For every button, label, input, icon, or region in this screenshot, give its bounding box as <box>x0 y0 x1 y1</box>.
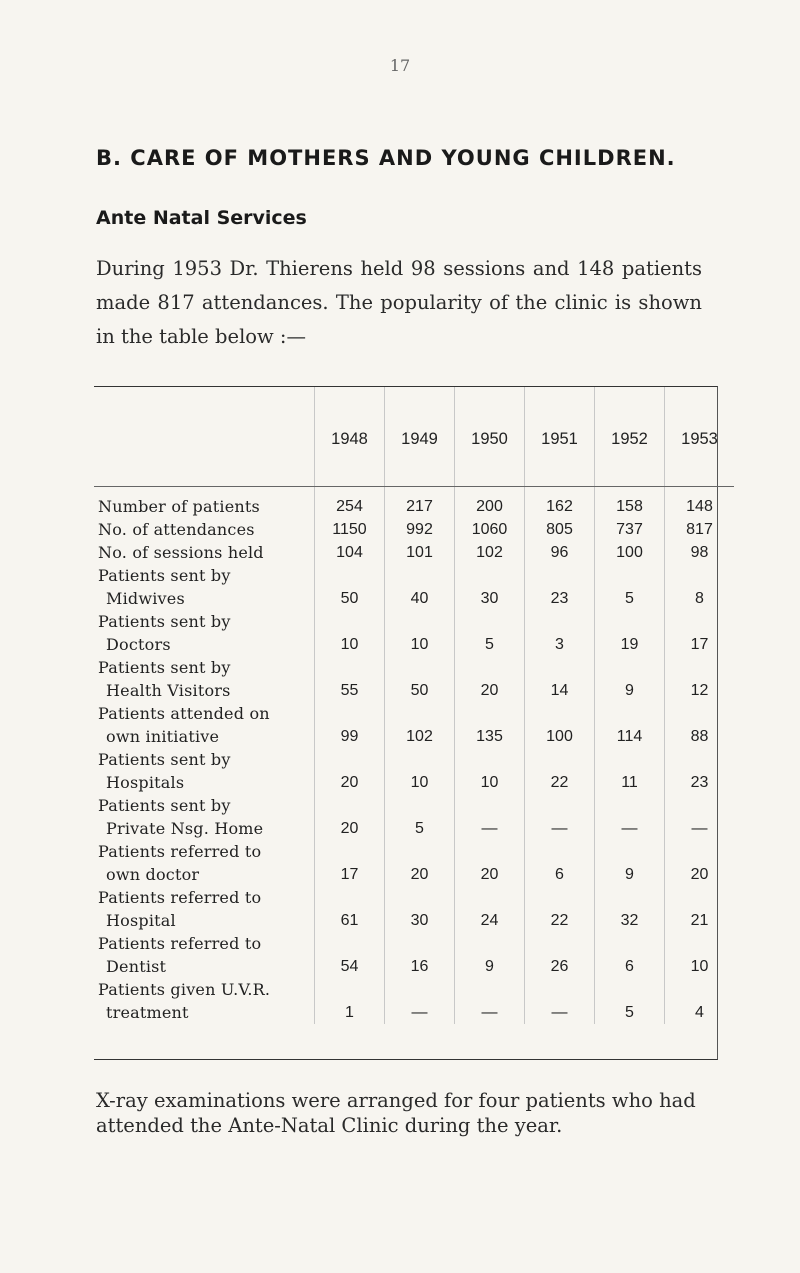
cell-1950 <box>455 794 525 817</box>
table-row <box>94 610 734 633</box>
cell-1953: 98 <box>665 541 735 564</box>
section-heading: B. CARE OF MOTHERS AND YOUNG CHILDREN. <box>96 146 676 170</box>
cell-1950 <box>455 748 525 771</box>
table-row <box>94 656 734 679</box>
cell-1949: 217 <box>385 487 455 519</box>
cell-1950: 135 <box>455 725 525 748</box>
cell-1951 <box>525 978 595 1001</box>
footer-paragraph: X-ray examinations were arranged for four patients who had attended the Ante-Natal Clinic during the year. <box>96 1089 696 1137</box>
cell-1952 <box>595 702 665 725</box>
row-label: Patients sent by <box>98 612 231 631</box>
cell-1949 <box>385 748 455 771</box>
cell-1950: — <box>455 1001 525 1024</box>
cell-1948: 104 <box>315 541 385 564</box>
cell-1952 <box>595 886 665 909</box>
cell-1949: 40 <box>385 587 455 610</box>
cell-1950: 30 <box>455 587 525 610</box>
cell-1952: 9 <box>595 863 665 886</box>
cell-1948 <box>315 564 385 587</box>
cell-1949: 102 <box>385 725 455 748</box>
cell-1951 <box>525 886 595 909</box>
ante-natal-statistics-table <box>94 387 734 1024</box>
cell-1948: 99 <box>315 725 385 748</box>
cell-1950 <box>455 932 525 955</box>
table-row <box>94 487 734 519</box>
table-row <box>94 932 734 955</box>
cell-1950: 20 <box>455 679 525 702</box>
cell-1948: 1150 <box>315 518 385 541</box>
cell-1951 <box>525 932 595 955</box>
cell-1952: 5 <box>595 587 665 610</box>
cell-1953: 17 <box>665 633 735 656</box>
cell-1948 <box>315 748 385 771</box>
cell-1951: 162 <box>525 487 595 519</box>
cell-1948: 254 <box>315 487 385 519</box>
cell-1949 <box>385 702 455 725</box>
cell-1952 <box>595 564 665 587</box>
cell-1952 <box>595 794 665 817</box>
cell-1948 <box>315 840 385 863</box>
cell-1948: 54 <box>315 955 385 978</box>
table-row <box>94 725 734 748</box>
cell-1949: 992 <box>385 518 455 541</box>
cell-1948 <box>315 978 385 1001</box>
cell-1949: 5 <box>385 817 455 840</box>
cell-1949 <box>385 932 455 955</box>
table-row <box>94 955 734 978</box>
row-label: No. of sessions held <box>98 543 264 562</box>
cell-1952 <box>595 932 665 955</box>
cell-1953: 817 <box>665 518 735 541</box>
row-label: Patients referred to <box>98 934 262 953</box>
cell-1952 <box>595 840 665 863</box>
cell-1948: 17 <box>315 863 385 886</box>
cell-1953 <box>665 656 735 679</box>
cell-1950: 10 <box>455 771 525 794</box>
table-row <box>94 679 734 702</box>
cell-1951 <box>525 840 595 863</box>
row-label: Health Visitors <box>106 681 231 700</box>
cell-1948 <box>315 656 385 679</box>
cell-1949 <box>385 794 455 817</box>
table-row <box>94 702 734 725</box>
table-row <box>94 840 734 863</box>
cell-1952: 114 <box>595 725 665 748</box>
row-label: Number of patients <box>98 497 260 516</box>
page-number: 17 <box>389 56 411 75</box>
table-row <box>94 564 734 587</box>
cell-1953: 148 <box>665 487 735 519</box>
cell-1948 <box>315 610 385 633</box>
cell-1953 <box>665 840 735 863</box>
cell-1952: 19 <box>595 633 665 656</box>
cell-1953 <box>665 794 735 817</box>
cell-1953 <box>665 978 735 1001</box>
row-label: Patients sent by <box>98 796 231 815</box>
table-row <box>94 909 734 932</box>
cell-1951 <box>525 794 595 817</box>
cell-1951 <box>525 656 595 679</box>
year-header-1951: 1951 <box>525 387 595 487</box>
table-row <box>94 1001 734 1024</box>
cell-1952: 158 <box>595 487 665 519</box>
cell-1950: 200 <box>455 487 525 519</box>
year-header-1950: 1950 <box>455 387 525 487</box>
cell-1949: 101 <box>385 541 455 564</box>
cell-1953 <box>665 748 735 771</box>
cell-1953: 10 <box>665 955 735 978</box>
table-row <box>94 794 734 817</box>
row-label: Patients sent by <box>98 566 231 585</box>
cell-1953: 23 <box>665 771 735 794</box>
year-header-1948: 1948 <box>315 387 385 487</box>
statistics-table-frame <box>94 386 718 1060</box>
cell-1949: 20 <box>385 863 455 886</box>
table-row <box>94 518 734 541</box>
cell-1951 <box>525 748 595 771</box>
cell-1951: 23 <box>525 587 595 610</box>
row-label: No. of attendances <box>98 520 255 539</box>
row-label-header <box>94 387 315 487</box>
cell-1949: 30 <box>385 909 455 932</box>
cell-1949: 10 <box>385 633 455 656</box>
cell-1950 <box>455 840 525 863</box>
cell-1953: 21 <box>665 909 735 932</box>
cell-1949 <box>385 886 455 909</box>
cell-1950: 102 <box>455 541 525 564</box>
cell-1952 <box>595 656 665 679</box>
row-label: Patients referred to <box>98 842 262 861</box>
row-label: Private Nsg. Home <box>106 819 264 838</box>
cell-1951: 96 <box>525 541 595 564</box>
table-body <box>94 487 734 1025</box>
cell-1952: 11 <box>595 771 665 794</box>
cell-1952: 100 <box>595 541 665 564</box>
cell-1949: 16 <box>385 955 455 978</box>
table-row <box>94 587 734 610</box>
year-header-1949: 1949 <box>385 387 455 487</box>
cell-1951: 22 <box>525 909 595 932</box>
table-header-row <box>94 387 734 487</box>
row-label: Patients sent by <box>98 750 231 769</box>
cell-1953: 4 <box>665 1001 735 1024</box>
cell-1950: 9 <box>455 955 525 978</box>
cell-1948: 10 <box>315 633 385 656</box>
cell-1948: 1 <box>315 1001 385 1024</box>
cell-1948: 61 <box>315 909 385 932</box>
cell-1953: 12 <box>665 679 735 702</box>
cell-1950 <box>455 564 525 587</box>
cell-1950 <box>455 610 525 633</box>
cell-1952 <box>595 978 665 1001</box>
cell-1951 <box>525 610 595 633</box>
cell-1953: 88 <box>665 725 735 748</box>
cell-1948 <box>315 886 385 909</box>
cell-1950 <box>455 656 525 679</box>
cell-1949: 50 <box>385 679 455 702</box>
cell-1949 <box>385 610 455 633</box>
table-row <box>94 863 734 886</box>
intro-paragraph: During 1953 Dr. Thierens held 98 sessions and 148 patients made 817 attendances. The popularity of the clinic is shown in the table below :— <box>96 257 702 348</box>
year-header-1953: 1953 <box>665 387 735 487</box>
row-label: Patients attended on <box>98 704 270 723</box>
cell-1951: 3 <box>525 633 595 656</box>
cell-1951: 26 <box>525 955 595 978</box>
cell-1950 <box>455 978 525 1001</box>
row-label: own initiative <box>106 727 220 746</box>
cell-1953 <box>665 702 735 725</box>
cell-1951: — <box>525 817 595 840</box>
cell-1951: 22 <box>525 771 595 794</box>
row-label: Hospital <box>106 911 176 930</box>
row-label: Patients sent by <box>98 658 231 677</box>
cell-1949 <box>385 978 455 1001</box>
cell-1949: 10 <box>385 771 455 794</box>
table-row <box>94 633 734 656</box>
table-row <box>94 748 734 771</box>
table-row <box>94 978 734 1001</box>
cell-1950: 24 <box>455 909 525 932</box>
cell-1952: 6 <box>595 955 665 978</box>
cell-1953 <box>665 886 735 909</box>
row-label: Doctors <box>106 635 171 654</box>
cell-1953: — <box>665 817 735 840</box>
year-header-1952: 1952 <box>595 387 665 487</box>
row-label: Patients given U.V.R. <box>98 980 271 999</box>
cell-1950: 20 <box>455 863 525 886</box>
cell-1953 <box>665 610 735 633</box>
cell-1951 <box>525 564 595 587</box>
cell-1952: 9 <box>595 679 665 702</box>
cell-1948: 50 <box>315 587 385 610</box>
row-label: Midwives <box>106 589 185 608</box>
cell-1953 <box>665 564 735 587</box>
cell-1948: 20 <box>315 771 385 794</box>
table-row <box>94 817 734 840</box>
cell-1950: — <box>455 817 525 840</box>
row-label: own doctor <box>106 865 200 884</box>
cell-1950 <box>455 886 525 909</box>
cell-1948 <box>315 702 385 725</box>
table-row <box>94 886 734 909</box>
cell-1951: 6 <box>525 863 595 886</box>
cell-1950 <box>455 702 525 725</box>
cell-1952 <box>595 748 665 771</box>
cell-1951 <box>525 702 595 725</box>
row-label: treatment <box>106 1003 189 1022</box>
cell-1953: 20 <box>665 863 735 886</box>
cell-1951: 805 <box>525 518 595 541</box>
row-label: Patients referred to <box>98 888 262 907</box>
cell-1951: 14 <box>525 679 595 702</box>
cell-1953 <box>665 932 735 955</box>
cell-1948: 20 <box>315 817 385 840</box>
cell-1952: — <box>595 817 665 840</box>
cell-1952: 32 <box>595 909 665 932</box>
table-row <box>94 541 734 564</box>
cell-1952: 737 <box>595 518 665 541</box>
cell-1952: 5 <box>595 1001 665 1024</box>
sub-heading: Ante Natal Services <box>96 207 307 229</box>
table-row <box>94 771 734 794</box>
cell-1948: 55 <box>315 679 385 702</box>
cell-1950: 5 <box>455 633 525 656</box>
cell-1951: 100 <box>525 725 595 748</box>
cell-1950: 1060 <box>455 518 525 541</box>
cell-1952 <box>595 610 665 633</box>
cell-1949 <box>385 564 455 587</box>
cell-1949 <box>385 656 455 679</box>
cell-1951: — <box>525 1001 595 1024</box>
cell-1948 <box>315 794 385 817</box>
cell-1949 <box>385 840 455 863</box>
row-label: Dentist <box>106 957 167 976</box>
cell-1949: — <box>385 1001 455 1024</box>
row-label: Hospitals <box>106 773 185 792</box>
cell-1948 <box>315 932 385 955</box>
cell-1953: 8 <box>665 587 735 610</box>
